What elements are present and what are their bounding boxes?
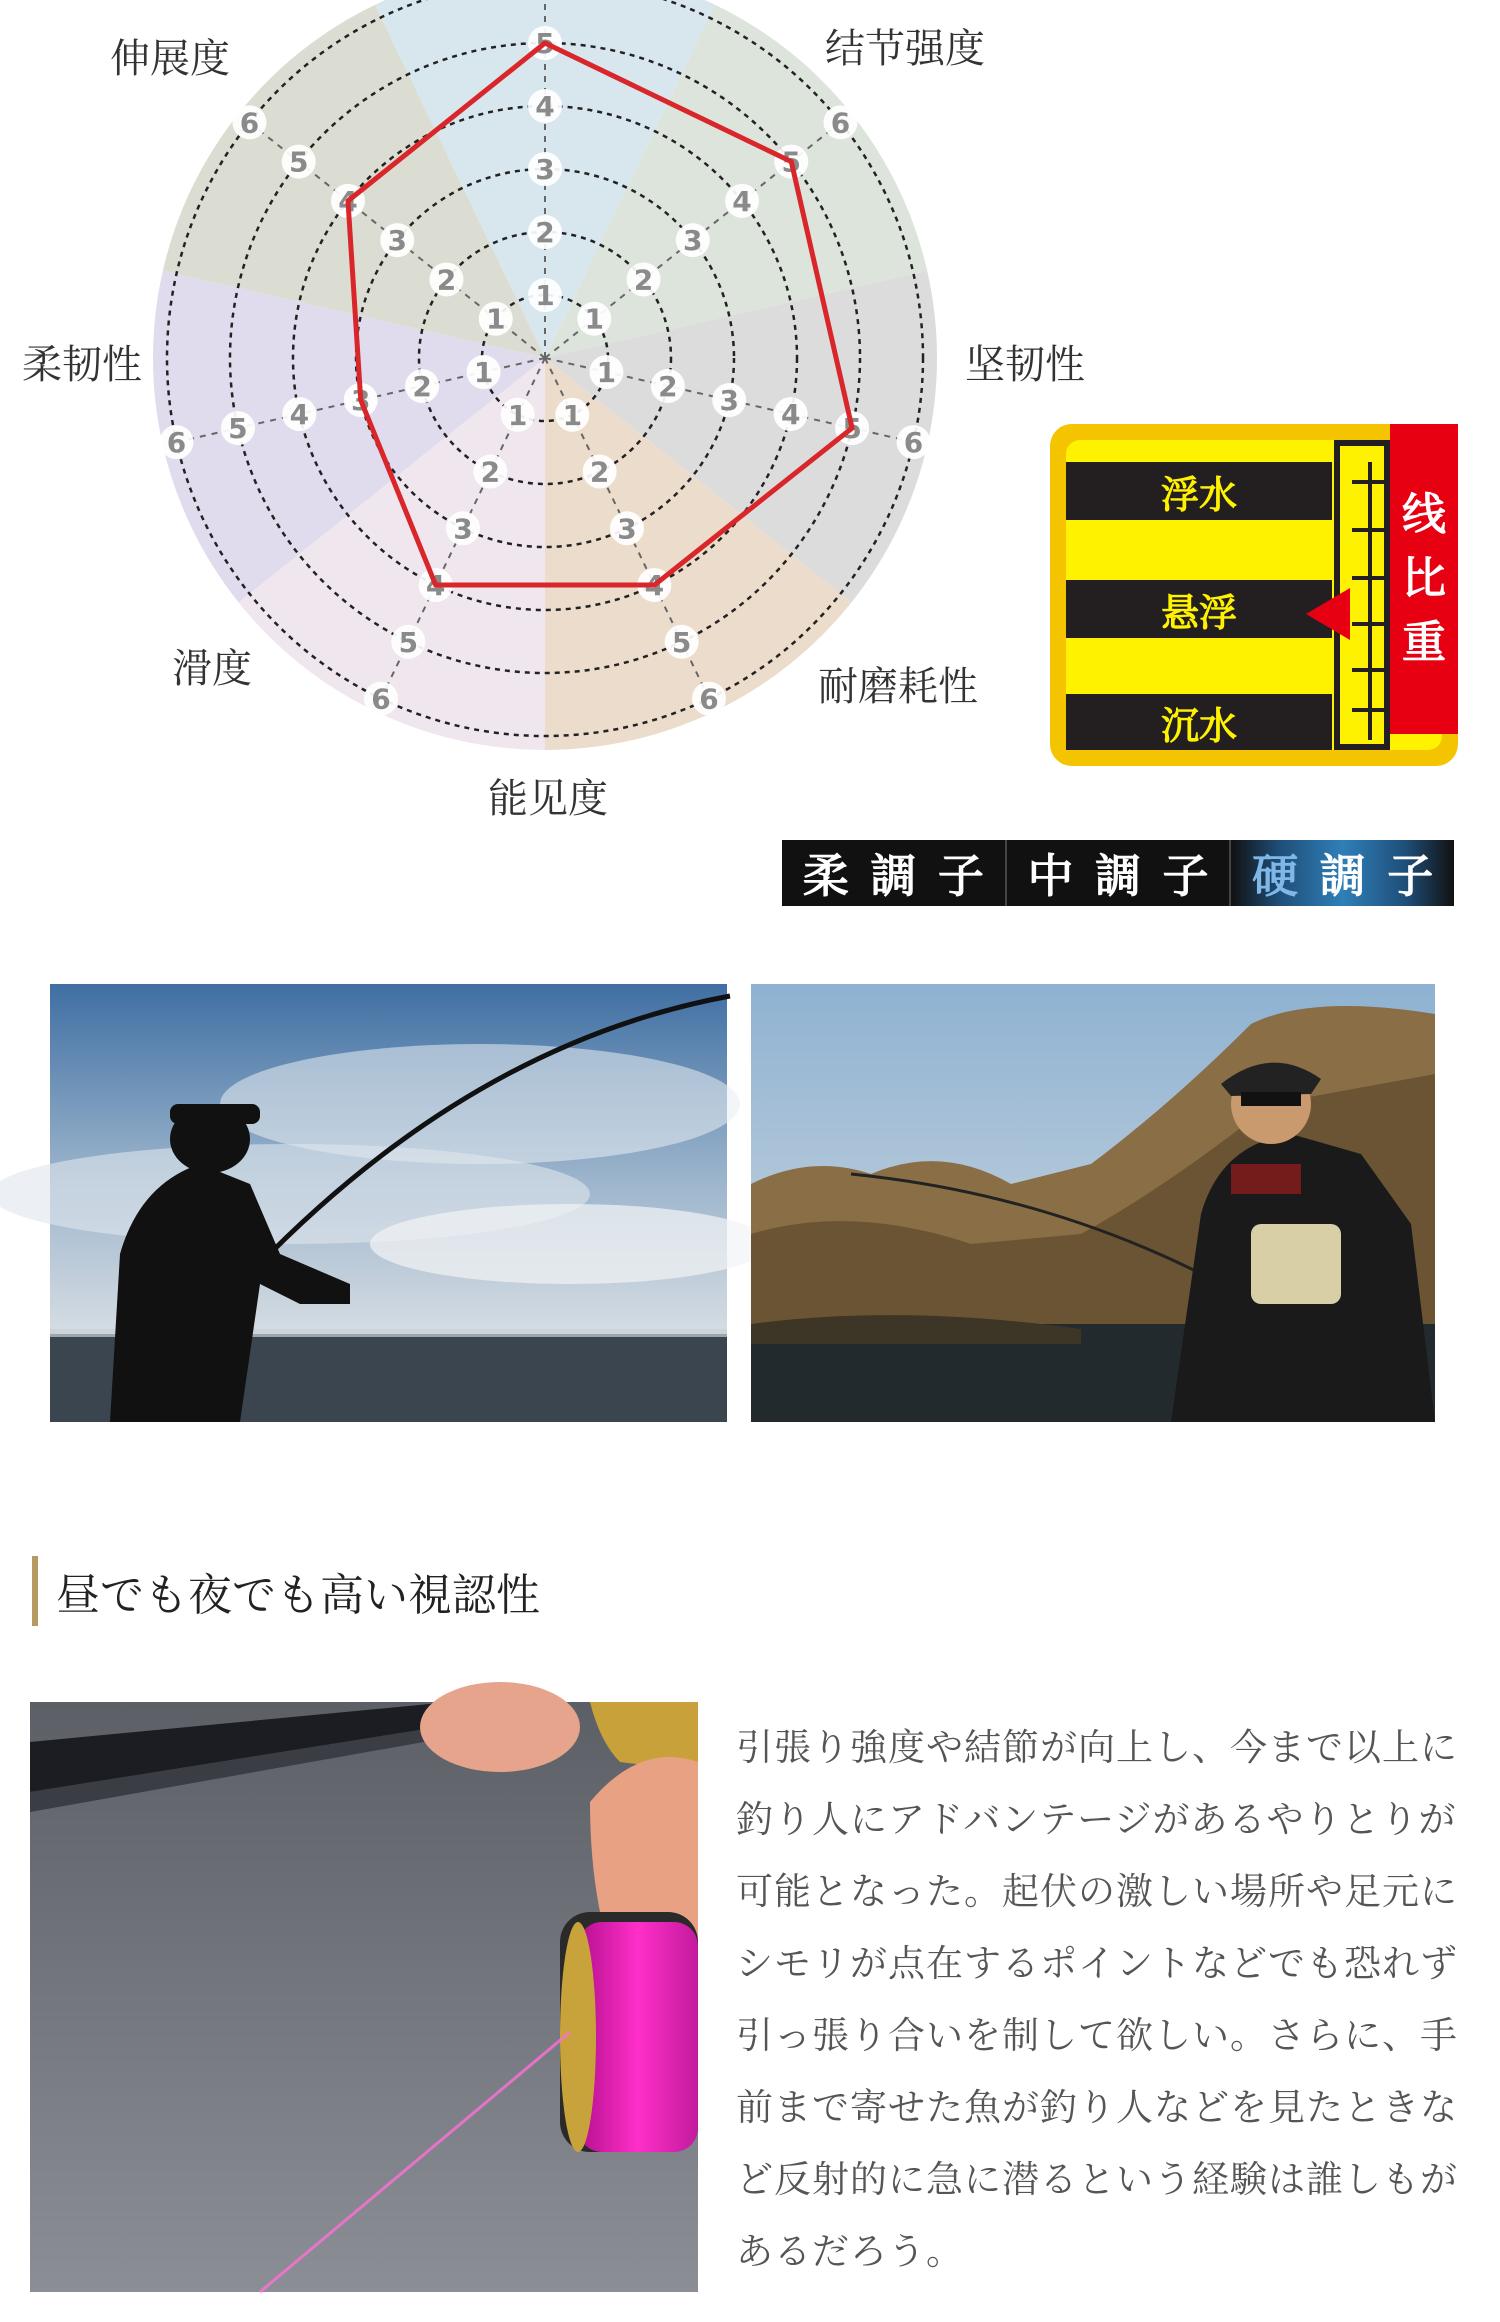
radar-tick-label: 3 <box>617 512 637 546</box>
radar-tick-label: 2 <box>633 263 654 297</box>
radar-tick-label: 4 <box>535 90 555 123</box>
radar-tick-label: 3 <box>350 384 371 418</box>
radar-tick-label: 6 <box>371 682 391 716</box>
radar-tick-label: 2 <box>480 455 501 489</box>
density-pointer-icon <box>1306 588 1350 640</box>
radar-tick-label: 4 <box>644 569 665 603</box>
radar-tick-label: 2 <box>412 370 432 404</box>
radar-tick-label: 6 <box>903 426 924 460</box>
radar-tick-label: 4 <box>338 184 358 218</box>
radar-tick-label: 4 <box>289 398 310 432</box>
radar-tick-label: 1 <box>584 302 604 336</box>
radar-tick-label: 1 <box>596 356 617 390</box>
radar-chart <box>0 0 1085 860</box>
photo-angler-rocks <box>751 984 1435 1422</box>
radar-axis-label: 坚韧性 <box>965 342 1085 388</box>
sink-label: 沉水 <box>1066 694 1332 750</box>
radar-tick-label: 4 <box>732 184 752 218</box>
radar-tick-label: 4 <box>425 569 446 603</box>
action-hard: 硬 調 子 <box>1231 840 1454 906</box>
line-density-panel <box>1050 424 1458 766</box>
section-title: 昼でも夜でも高い視認性 <box>32 1556 540 1626</box>
action-indicator <box>782 840 1454 906</box>
action-soft: 柔 調 子 <box>782 840 1007 906</box>
radar-tick-label: 3 <box>453 512 473 546</box>
photo-reel-line <box>30 1702 698 2292</box>
radar-tick-label: 5 <box>288 145 309 179</box>
radar-tick-label: 5 <box>535 27 555 60</box>
radar-axis-label: 滑度 <box>172 646 252 692</box>
radar-tick-label: 2 <box>658 370 678 404</box>
radar-tick-label: 1 <box>473 356 494 390</box>
radar-tick-label: 1 <box>535 279 555 312</box>
radar-tick-label: 1 <box>507 398 528 432</box>
radar-tick-label: 6 <box>239 106 260 140</box>
radar-tick-label: 4 <box>780 398 801 432</box>
density-title: 线 比 重 <box>1390 424 1458 734</box>
radar-tick-label: 3 <box>535 153 555 186</box>
radar-tick-label: 3 <box>387 224 407 258</box>
radar-axis-label: 能见度 <box>488 776 608 822</box>
radar-tick-label: 5 <box>671 625 692 659</box>
float-label: 浮水 <box>1066 462 1332 520</box>
radar-axis-label: 耐磨耗性 <box>818 664 978 710</box>
radar-tick-label: 2 <box>535 216 555 249</box>
radar-tick-label: 2 <box>589 455 610 489</box>
radar-tick-label: 5 <box>228 412 248 446</box>
radar-tick-label: 1 <box>562 398 583 432</box>
radar-tick-label: 6 <box>699 682 719 716</box>
radar-tick-label: 6 <box>166 426 187 460</box>
radar-tick-label: 5 <box>398 625 419 659</box>
radar-tick-label: 5 <box>781 145 802 179</box>
suspend-label: 悬浮 <box>1066 580 1332 638</box>
radar-axis-label: 柔韧性 <box>22 342 142 388</box>
radar-axis-label: 结节强度 <box>825 26 985 72</box>
radar-tick-label: 3 <box>719 384 740 418</box>
body-paragraph: 引張り強度や結節が向上し、今まで以上に釣り人にアドバンテージがあるやりとりが可能となった。起伏の激しい場所や足元にシモリが点在するポイントなどでも恐れず引っ張り合いを制して欲しい。さらに、手前まで寄せた魚が釣り人などを見たときなど反射的に急に潜るという経験は誰しもがあるだろう。 <box>736 1726 1458 2273</box>
radar-tick-label: 3 <box>683 224 703 258</box>
radar-tick-label: 2 <box>436 263 457 297</box>
radar-tick-label: 6 <box>830 106 851 140</box>
photo-angler-silhouette <box>50 984 727 1422</box>
radar-tick-label: 1 <box>486 302 506 336</box>
radar-tick-label: 5 <box>842 412 862 446</box>
radar-axis-label: 伸展度 <box>110 36 230 82</box>
action-medium: 中 調 子 <box>1007 840 1232 906</box>
